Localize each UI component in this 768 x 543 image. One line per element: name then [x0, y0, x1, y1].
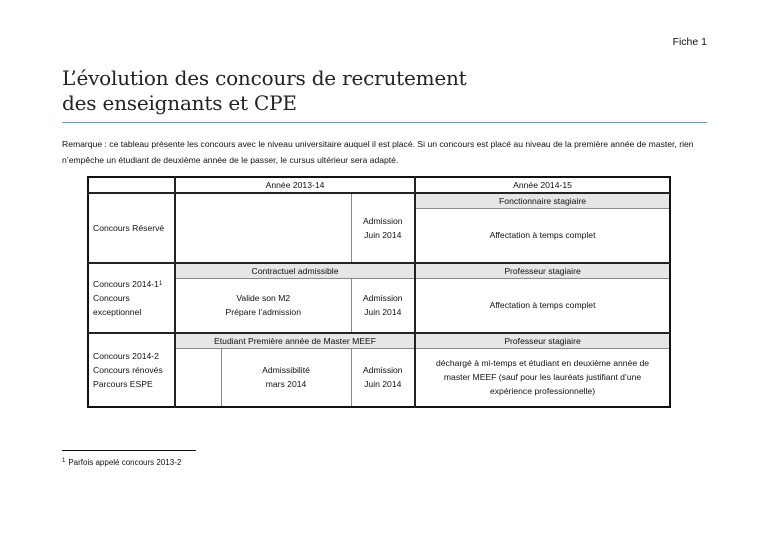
row3-label-line-1: Concours 2014-2: [93, 350, 159, 361]
row2-status-header-right: Professeur stagiaire: [415, 263, 670, 279]
footnote: [62, 458, 181, 467]
row1-admission-cell: [351, 193, 415, 263]
row2-status-header-left: Contractuel admissible: [175, 263, 415, 279]
row1-empty-cell: [175, 193, 351, 263]
year-2014-15-header: Année 2014-15: [415, 177, 670, 193]
footnote-number: 1: [62, 458, 66, 464]
row2-mid-line-1: Valide son M2: [236, 293, 291, 304]
title-line-1: L’évolution des concours de recrutement: [62, 66, 467, 90]
footnote-ref: 1: [158, 280, 163, 287]
row2-admission-cell: [351, 278, 415, 333]
title-underline: [62, 122, 707, 123]
row3-right-cell: déchargé à mi-temps et étudiant en deuxième année de master MEEF (sauf pour les lauréats justifiant d’une expérience professionnelle): [415, 349, 670, 407]
row-label-concours-2014-2: [88, 333, 175, 407]
row2-mid-cell: [175, 278, 351, 333]
row2-label-line-2: Concours: [93, 292, 130, 303]
row3-admission-label: Admission: [362, 365, 403, 376]
row3-admission-date: Juin 2014: [364, 379, 402, 390]
row1-status-header: Fonctionnaire stagiaire: [415, 193, 670, 209]
row3-status-header-right: Professeur stagiaire: [415, 333, 670, 349]
concours-table: [87, 176, 671, 408]
year-2013-14-header: Année 2013-14: [175, 177, 415, 193]
row-label-concours-reserve: Concours Réservé: [88, 193, 175, 263]
row-label-concours-2014-1: [88, 263, 175, 334]
row3-label-line-2: Concours rénovés: [93, 364, 163, 375]
row3-admission-cell: [351, 349, 415, 407]
row2-mid-line-2: Prépare l’admission: [225, 307, 301, 318]
page-header-fiche: Fiche 1: [672, 36, 707, 48]
row3-label-line-3: Parcours ESPE: [93, 378, 153, 389]
row3-admissibility-date: mars 2014: [265, 379, 307, 390]
page-title: [62, 66, 467, 116]
row1-admission-label: Admission: [362, 215, 403, 226]
row3-admissibility-cell: [221, 349, 351, 407]
row2-admission-label: Admission: [362, 293, 403, 304]
title-line-2: des enseignants et CPE: [62, 91, 297, 115]
row3-admissibility-label: Admissibilité: [262, 365, 310, 376]
footnote-rule: [62, 450, 196, 451]
row2-label-line-3: exceptionnel: [93, 306, 142, 317]
row2-right-cell: Affectation à temps complet: [415, 278, 670, 333]
row3-status-header-left: Etudiant Première année de Master MEEF: [175, 333, 415, 349]
row1-right-cell: Affectation à temps complet: [415, 209, 670, 263]
row1-admission-date: Juin 2014: [364, 229, 402, 240]
remark-paragraph: Remarque : ce tableau présente les concours avec le niveau universitaire auquel il est placé. Si un concours est placé au niveau de la première année de master, rien n’empêche un étudiant de deuxième année de le passer, le cursus ultérieur sera adapté.: [62, 139, 694, 165]
row2-admission-date: Juin 2014: [364, 307, 402, 318]
row2-label-line-1: Concours 2014-1: [93, 278, 159, 289]
row3-blank-cell: [175, 349, 221, 407]
footnote-text: Parfois appelé concours 2013-2: [68, 458, 182, 467]
corner-cell: [88, 177, 175, 193]
